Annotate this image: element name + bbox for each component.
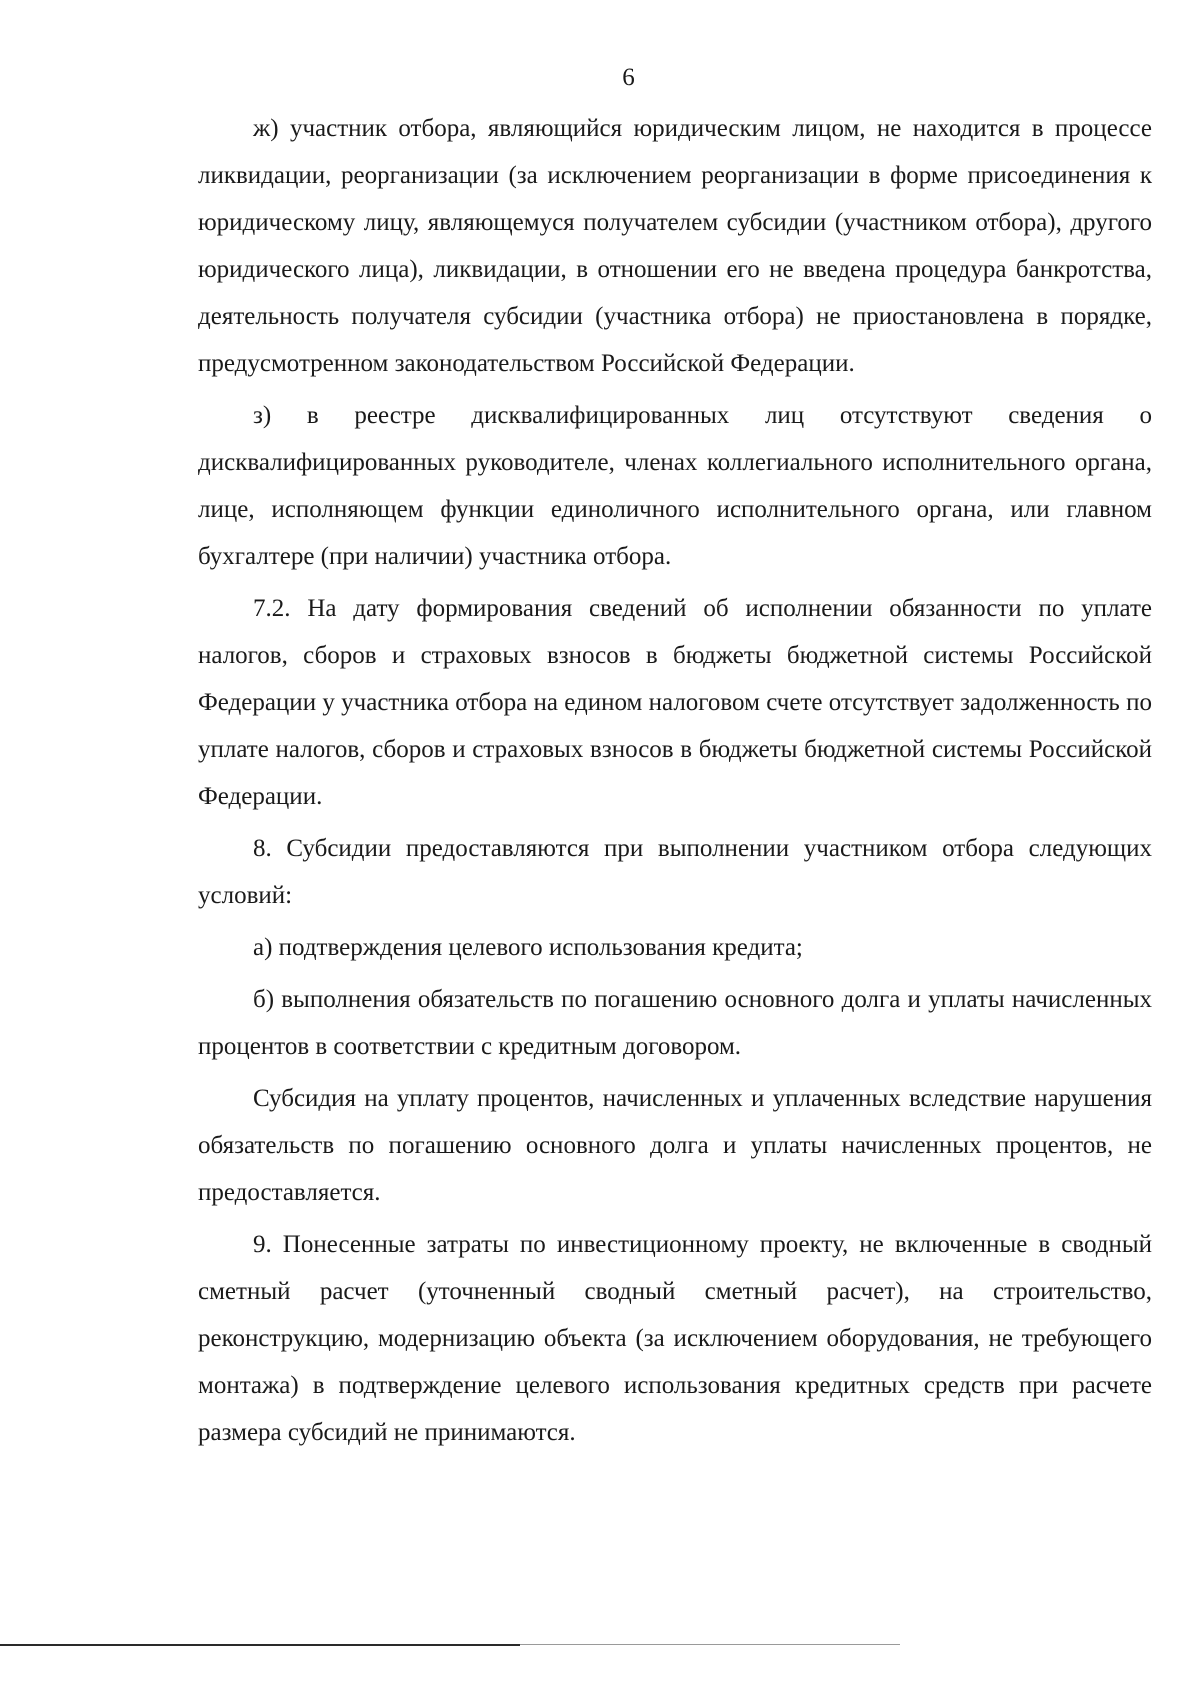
paragraph-9: 9. Понесенные затраты по инвестиционному проекту, не включенные в сводный сметный расчет (уточненный сводный сметный расчет), на строительство, реконструкцию, модернизацию объекта (за исключением оборудования, не требующего монтажа) в подтверждение целевого использования кредитных средств при расчете размера субсидий не принимаются. [198,1231,1152,1446]
bottom-rule [0,1644,520,1646]
paragraph-subsidy-note: Субсидия на уплату процентов, начисленных и уплаченных вследствие нарушения обязательств по погашению основного долга и уплаты начисленных процентов, не предоставляется. [198,1085,1152,1206]
paragraph-8-b: б) выполнения обязательств по погашению основного долга и уплаты начисленных процентов в соответствии с кредитным договором. [198,986,1152,1060]
document-body [198,105,1152,1461]
paragraph-z: з) в реестре дисквалифицированных лиц отсутствуют сведения о дисквалифицированных руководителе, членах коллегиального исполнительного органа, лице, исполняющем функции единоличного исполнительного органа, или главном бухгалтере (при наличии) участника отбора. [198,402,1152,570]
paragraph-8-a: а) подтверждения целевого использования кредита; [253,934,803,961]
paragraph-8: 8. Субсидии предоставляются при выполнении участником отбора следующих условий: [198,835,1152,909]
paragraph-zh: ж) участник отбора, являющийся юридическим лицом, не находится в процессе ликвидации, реорганизации (за исключением реорганизации в форме присоединения к юридическому лицу, являющемуся получателем субсидии (участником отбора), другого юридического лица), ликвидации, в отношении его не введена процедура банкротства, деятельность получателя субсидии (участника отбора) не приостановлена в порядке, предусмотренном законодательством Российской Федерации. [198,115,1152,377]
page-number: 6 [622,64,635,91]
paragraph-7-2: 7.2. На дату формирования сведений об исполнении обязанности по уплате налогов, сборов и страховых взносов в бюджеты бюджетной системы Российской Федерации у участника отбора на едином налоговом счете отсутствует задолженность по уплате налогов, сборов и страховых взносов в бюджеты бюджетной системы Российской Федерации. [198,595,1152,810]
bottom-rule-faint [520,1644,900,1645]
